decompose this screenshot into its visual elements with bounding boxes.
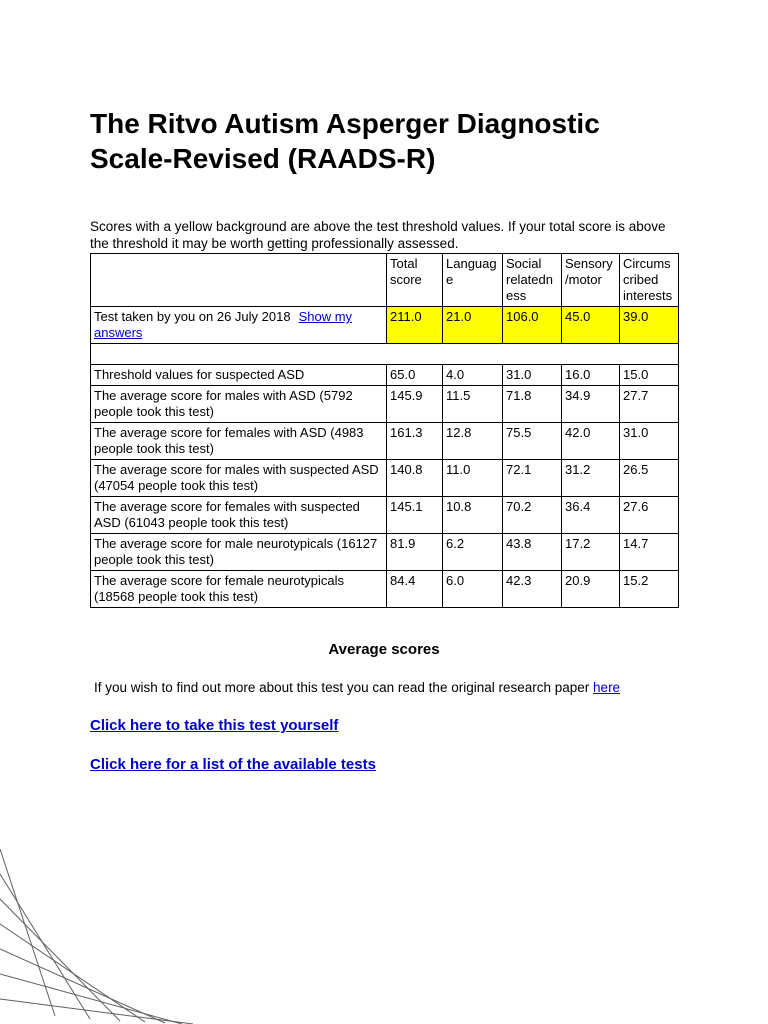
- table-header-row: [91, 254, 679, 307]
- available-tests-link[interactable]: Click here for a list of the available tests: [90, 756, 376, 773]
- result-score-total: 211.0: [387, 307, 443, 344]
- table-row: [91, 365, 679, 386]
- column-header-total-score: Total score: [387, 254, 443, 307]
- score-cell: 4.0: [443, 365, 503, 386]
- score-cell: 145.9: [387, 386, 443, 423]
- score-cell: 6.0: [443, 571, 503, 608]
- score-cell: 14.7: [620, 534, 679, 571]
- corner-scribble-artifact: [0, 844, 200, 1024]
- more-info-text: [94, 679, 678, 696]
- intro-text: Scores with a yellow background are above the test threshold values. If your total score is above the threshold it may be worth getting professionally assessed.: [90, 219, 666, 251]
- table-body: [91, 307, 679, 608]
- score-cell: 65.0: [387, 365, 443, 386]
- row-label: The average score for females with ASD (4983 people took this test): [91, 423, 387, 460]
- table-row: [91, 571, 679, 608]
- table-row: [91, 386, 679, 423]
- table-row: [91, 497, 679, 534]
- result-score-social: 106.0: [503, 307, 562, 344]
- score-cell: 81.9: [387, 534, 443, 571]
- column-header-social-relatedness: Social relatedness: [503, 254, 562, 307]
- result-label-cell: [91, 307, 387, 344]
- score-cell: 71.8: [503, 386, 562, 423]
- spacer-row: [91, 344, 679, 365]
- score-cell: 36.4: [562, 497, 620, 534]
- score-cell: 43.8: [503, 534, 562, 571]
- score-cell: 72.1: [503, 460, 562, 497]
- research-paper-link[interactable]: here: [593, 680, 621, 695]
- score-cell: 6.2: [443, 534, 503, 571]
- score-cell: 31.2: [562, 460, 620, 497]
- score-cell: 26.5: [620, 460, 679, 497]
- more-info-prefix: If you wish to find out more about this test you can read the original research paper: [94, 680, 594, 695]
- score-cell: 75.5: [503, 423, 562, 460]
- result-row: [91, 307, 679, 344]
- score-cell: 20.9: [562, 571, 620, 608]
- row-label: The average score for female neurotypicals (18568 people took this test): [91, 571, 387, 608]
- score-cell: 15.0: [620, 365, 679, 386]
- document-page: [90, 106, 678, 774]
- take-test-link[interactable]: Click here to take this test yourself: [90, 717, 339, 734]
- column-header-empty: [91, 254, 387, 307]
- score-cell: 31.0: [620, 423, 679, 460]
- page-title: The Ritvo Autism Asperger Diagnostic Scale-Revised (RAADS-R): [90, 108, 600, 174]
- score-cell: 42.0: [562, 423, 620, 460]
- score-cell: 42.3: [503, 571, 562, 608]
- score-cell: 16.0: [562, 365, 620, 386]
- score-cell: 12.8: [443, 423, 503, 460]
- table-row: [91, 534, 679, 571]
- score-cell: 145.1: [387, 497, 443, 534]
- result-score-sensory: 45.0: [562, 307, 620, 344]
- scores-table: [90, 253, 679, 608]
- table-row: [91, 423, 679, 460]
- score-cell: 70.2: [503, 497, 562, 534]
- table-row: [91, 460, 679, 497]
- score-cell: 27.7: [620, 386, 679, 423]
- score-cell: 140.8: [387, 460, 443, 497]
- score-cell: 161.3: [387, 423, 443, 460]
- row-label: The average score for males with ASD (5792 people took this test): [91, 386, 387, 423]
- row-label: The average score for females with suspected ASD (61043 people took this test): [91, 497, 387, 534]
- score-cell: 11.0: [443, 460, 503, 497]
- column-header-circumscribed-interests: Circumscribed interests: [620, 254, 679, 307]
- score-cell: 31.0: [503, 365, 562, 386]
- row-label: Threshold values for suspected ASD: [91, 365, 387, 386]
- score-cell: 27.6: [620, 497, 679, 534]
- score-cell: 17.2: [562, 534, 620, 571]
- score-cell: 34.9: [562, 386, 620, 423]
- average-scores-heading: Average scores: [328, 641, 440, 658]
- spacer-cell: [91, 344, 679, 365]
- row-label: The average score for males with suspected ASD (47054 people took this test): [91, 460, 387, 497]
- row-label: The average score for male neurotypicals (16127 people took this test): [91, 534, 387, 571]
- score-cell: 15.2: [620, 571, 679, 608]
- result-score-circumscribed: 39.0: [620, 307, 679, 344]
- result-score-language: 21.0: [443, 307, 503, 344]
- score-cell: 11.5: [443, 386, 503, 423]
- result-label: Test taken by you on 26 July 2018: [94, 309, 291, 324]
- score-cell: 10.8: [443, 497, 503, 534]
- score-cell: 84.4: [387, 571, 443, 608]
- column-header-language: Language: [443, 254, 503, 307]
- show-my-answers-link[interactable]: Show my answers: [94, 309, 353, 340]
- column-header-sensory-motor: Sensory/motor: [562, 254, 620, 307]
